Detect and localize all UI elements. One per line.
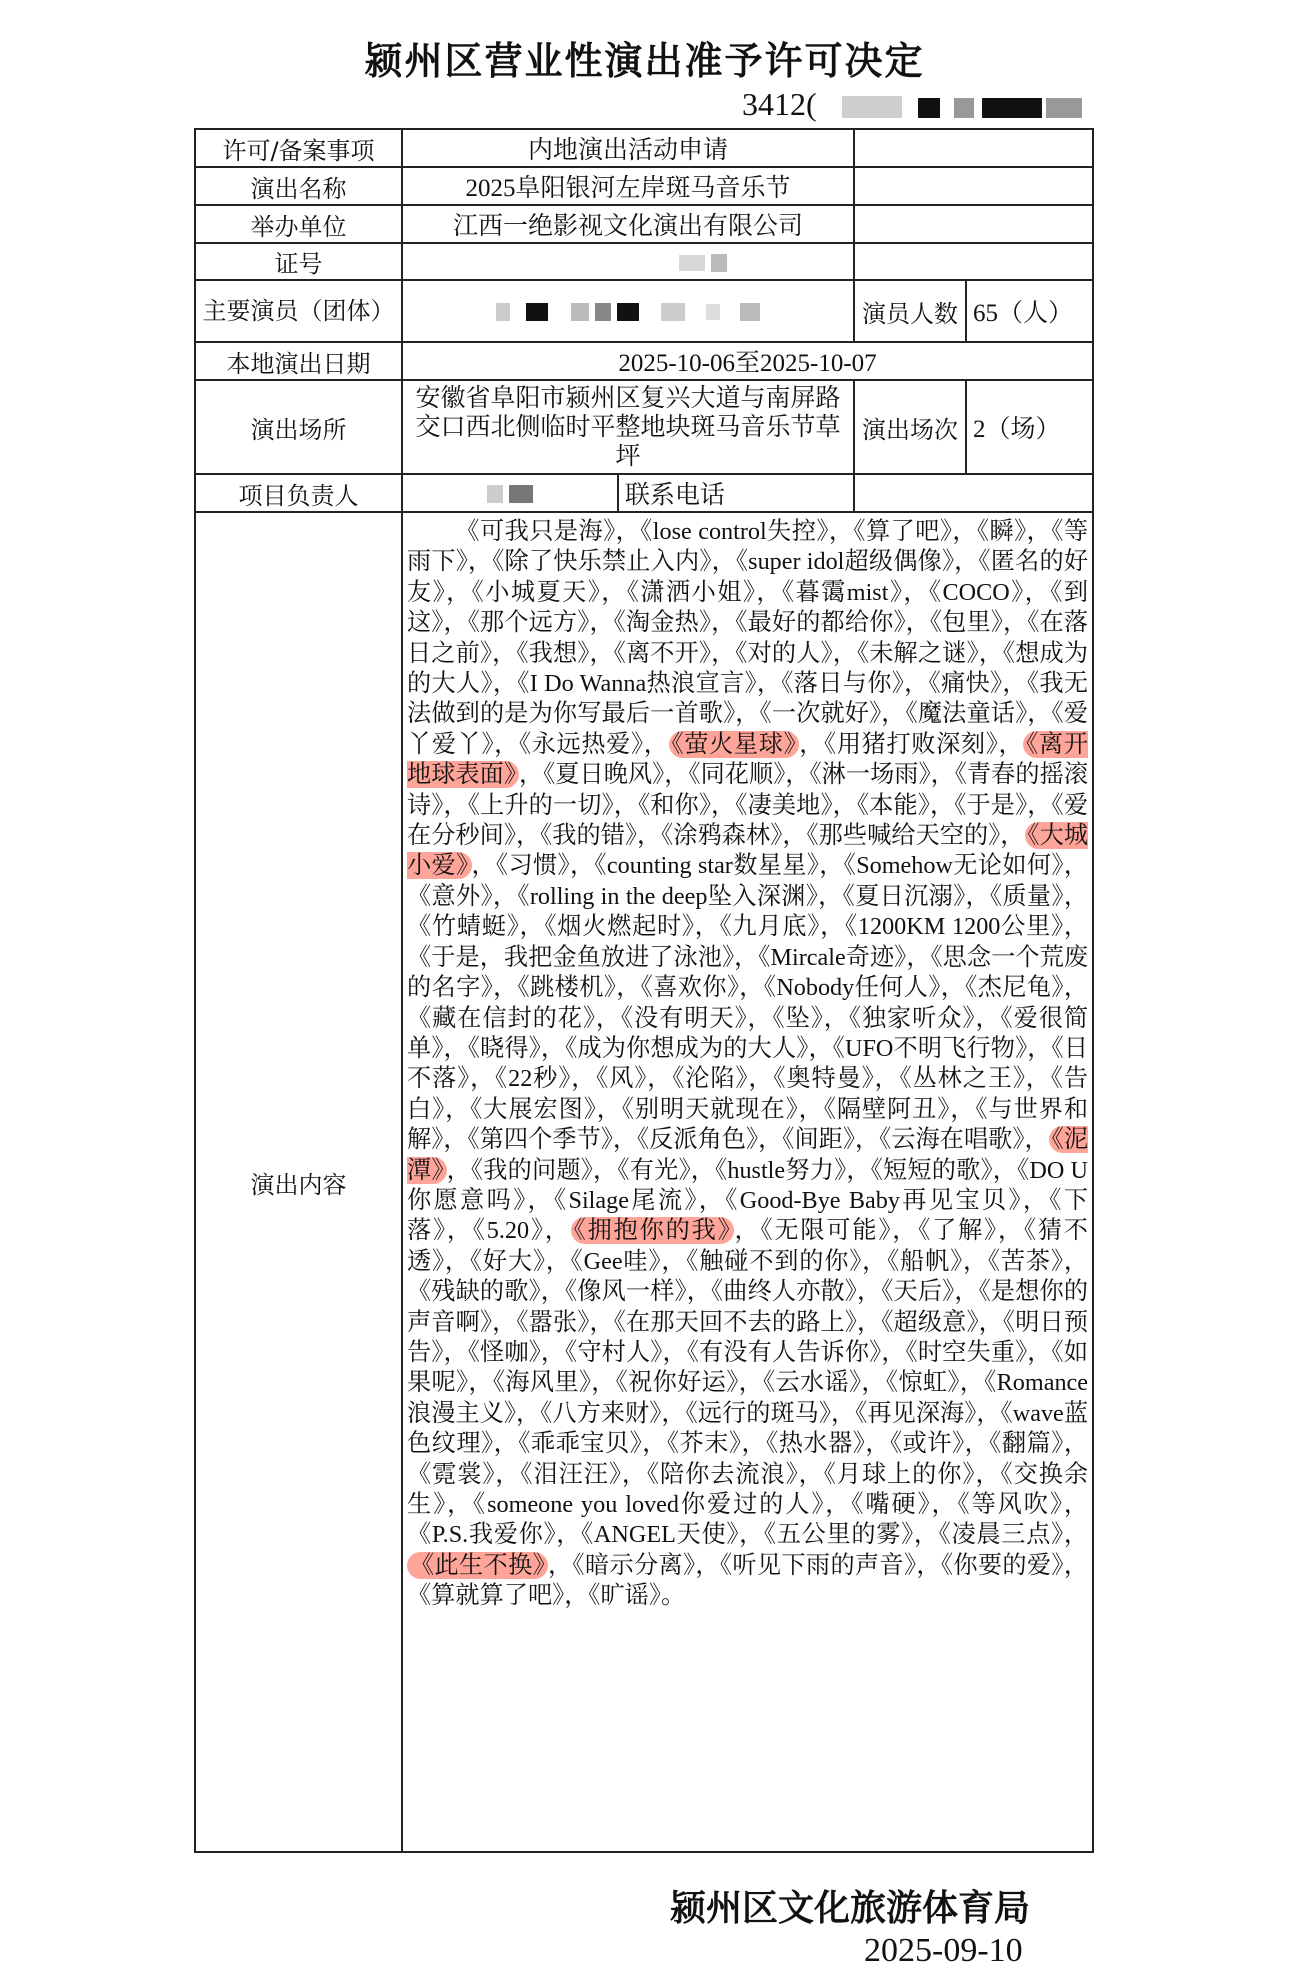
row-organizer	[195, 205, 1093, 243]
empty-cell	[854, 474, 1093, 512]
label-certificate: 证号	[195, 243, 402, 280]
highlighted-song-title: 《萤火星球》	[669, 731, 800, 758]
label-dates: 本地演出日期	[195, 342, 402, 380]
document-title: 颍州区营业性演出准予许可决定	[364, 39, 925, 83]
label-permit-item: 许可/备案事项	[195, 129, 402, 167]
highlighted-song-title: 《拥抱你的我》	[571, 1217, 735, 1244]
highlighted-song-title: 《此生不换》	[407, 1552, 548, 1579]
label-organizer: 举办单位	[195, 205, 402, 243]
redaction-mark	[982, 98, 1042, 118]
redaction-mark	[487, 485, 503, 503]
label-show-name: 演出名称	[195, 167, 402, 205]
empty-cell	[854, 243, 1093, 280]
label-phone: 联系电话	[618, 474, 854, 512]
document-number: 3412(	[742, 86, 817, 122]
song-list-segment: 《可我只是海》，《lose control失控》，《算了吧》，《瞬》，《等雨下》，《除了快乐禁止入内》，《super idol超级偶像》，《匿名的好友》，《小城夏天》，《潇洒小姐》，《暮霭mist》，《COCO》，《到这》，《那个远方》，《淘金热》，《最好的都给你》，《包里》，《在落日之前》，《我想》，《离不开》，《对的人》，《未解之谜》，《想成为的大人》，《I Do Wanna热浪宣言》，《落日与你》，《痛快》，《我无法做到的是为你写最后一首歌》，《一次就好》，《魔法童话》，《爱丫爱丫》，《永远热爱》，	[407, 518, 1089, 758]
song-list-segment: ，《用猪打败深刻》，	[799, 730, 1024, 758]
permit-form-table	[194, 128, 1094, 1853]
song-list-segment: ，《夏日晚风》，《同花顺》，《淋一场雨》，《青春的摇滚诗》，《上升的一切》，《和你》，《凄美地》，《本能》，《于是》，《爱在分秒间》，《我的错》，《涂鸦森林》，《那些喊给天空的》，	[407, 761, 1089, 850]
redaction-mark	[571, 303, 589, 321]
redaction-mark	[842, 96, 902, 118]
highlighted-song-title: 《泥潭》	[407, 1126, 1089, 1184]
label-venue: 演出场所	[195, 380, 402, 474]
highlighted-song-title: 《离开地球表面》	[407, 730, 1089, 789]
row-performers	[195, 280, 1093, 342]
row-manager	[195, 474, 1093, 512]
song-list-segment: ，《习惯》，《counting star数星星》，《Somehow无论如何》，《意外》，《rolling in the deep坠入深渊》，《夏日沉溺》，《质量》，《竹蜻蜓》，《烟火燃起时》，《九月底》，《1200KM 1200公里》，《于是，我把金鱼放进了泳池》，《Mircale奇迹》，《思念一个荒废的名字》，《跳楼机》，《喜欢你》，《Nobody任何人》，《杰尼龟》，《藏在信封的花》，《没有明天》，《坠》，《独家听众》，《爱很简单》，《晓得》，《成为你想成为的大人》，《UFO不明飞行物》，《日不落》，《22秒》，《风》，《沦陷》，《奥特曼》，《丛林之王》，《告白》，《大展宏图》，《别明天就现在》，《隔壁阿丑》，《与世界和解》，《第四个季节》，《反派角色》，《间距》，《云海在唱歌》，	[407, 852, 1089, 1154]
value-permit-item: 内地演出活动申请	[402, 129, 854, 167]
value-certificate-redacted	[402, 243, 854, 280]
song-list-segment: ，《我的问题》，《有光》，《hustle努力》，《短短的歌》，《DO U你愿意吗》，《Silage尾流》，《Good-Bye Baby再见宝贝》，《下落》，《5.20》，	[407, 1156, 1089, 1245]
label-sessions: 演出场次	[854, 380, 966, 474]
empty-cell	[854, 205, 1093, 243]
row-permit-item	[195, 129, 1093, 167]
value-performer-count: 65（人）	[966, 280, 1093, 342]
song-list-segment: ，《暗示分离》，《听见下雨的声音》，《你要的爱》，《算就算了吧》，《旷谣》。	[407, 1551, 1089, 1610]
empty-cell	[854, 129, 1093, 167]
value-manager-redacted	[402, 474, 618, 512]
row-show-name	[195, 167, 1093, 205]
redaction-mark	[509, 485, 533, 503]
label-performer-count: 演员人数	[854, 280, 966, 342]
redaction-mark	[679, 255, 705, 271]
redaction-mark	[526, 303, 548, 321]
redaction-mark	[595, 303, 611, 321]
row-venue	[195, 380, 1093, 474]
redaction-mark	[661, 303, 685, 321]
value-sessions: 2（场）	[966, 380, 1093, 474]
redaction-mark	[617, 303, 639, 321]
empty-cell	[854, 167, 1093, 205]
value-show-name: 2025阜阳银河左岸斑马音乐节	[402, 167, 854, 205]
song-list-segment: ，《无限可能》，《了解》，《猜不透》，《好大》，《Gee哇》，《触碰不到的你》，《船帆》，《苦茶》，《残缺的歌》，《像风一样》，《曲终人亦散》，《天后》，《是想你的声音啊》，《嚣张》，《在那天回不去的路上》，《超级意》，《明日预告》，《怪咖》，《守村人》，《有没有人告诉你》，《时空失重》，《如果呢》，《海风里》，《祝你好运》，《云水谣》，《惊虹》，《Romance浪漫主义》，《八方来财》，《远行的斑马》，《再见深海》，《wave蓝色纹理》，《乖乖宝贝》，《芥末》，《热水器》，《或许》，《翻篇》，《霓裳》，《泪汪汪》，《陪你去流浪》，《月球上的你》，《交换余生》，《someone you loved你爱过的人》，《嘴硬》，《等风吹》，《P.S.我爱你》，《ANGEL天使》，《五公里的雾》，《凌晨三点》，	[407, 1217, 1089, 1549]
label-performers: 主要演员（团体）	[195, 280, 402, 342]
redaction-mark	[706, 304, 720, 320]
label-manager: 项目负责人	[195, 474, 402, 512]
song-list-text	[407, 518, 1088, 1609]
label-content: 演出内容	[195, 512, 402, 1852]
issue-date: 2025-09-10	[864, 1932, 1023, 1969]
redaction-mark	[918, 98, 940, 118]
highlighted-song-title: 《大城小爱》	[407, 822, 1089, 880]
row-dates	[195, 342, 1093, 380]
value-venue: 安徽省阜阳市颍州区复兴大道与南屏路交口西北侧临时平整地块斑马音乐节草坪	[402, 380, 854, 474]
redaction-mark	[740, 303, 760, 321]
row-certificate	[195, 243, 1093, 280]
value-organizer: 江西一绝影视文化演出有限公司	[402, 205, 854, 243]
redaction-mark	[954, 98, 974, 118]
redaction-mark	[711, 254, 727, 272]
performance-content-list	[402, 512, 1093, 1852]
row-content	[195, 512, 1093, 1852]
redaction-mark	[496, 303, 510, 321]
value-dates: 2025-10-06至2025-10-07	[402, 342, 1093, 380]
value-performers-redacted	[402, 280, 854, 342]
redaction-mark	[1046, 98, 1082, 118]
issuing-authority: 颍州区文化旅游体育局	[670, 1888, 1031, 1929]
